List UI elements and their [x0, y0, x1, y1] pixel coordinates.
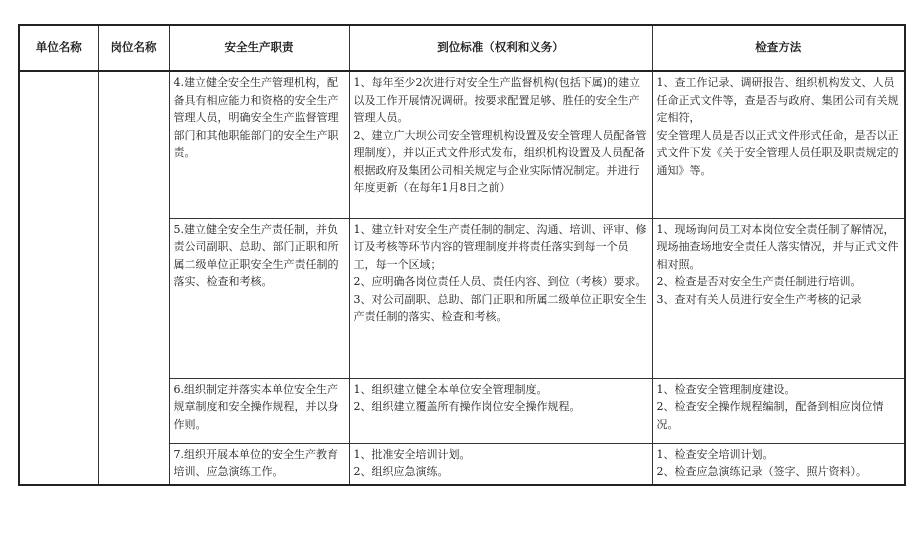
table-row: [19, 71, 905, 218]
standard-cell: 1、每年至少2次进行对安全生产监督机构(包括下属)的建立以及工作开展情况调研。按要求配置足够、胜任的安全生产管理人员。 2、建立广大坝公司安全管理机构设置及安全管理人员配备管理制度），并以正式文件形式发布，组织机构设置及人员配备根据政府及集团公司相关规定与企业实际情况制定。并进行年度更新（在每年1月8日之前）: [349, 71, 652, 218]
method-cell: 1、检查安全培训计划。 2、检查应急演练记录（签字、照片资料）。: [652, 443, 905, 485]
post-name-cell: [98, 71, 169, 485]
duty-cell: 6.组织制定并落实本单位安全生产规章制度和安全操作规程，并以身作则。: [169, 378, 349, 443]
responsibility-table: [18, 24, 906, 486]
header-inspection-method: 检查方法: [652, 25, 905, 71]
standard-cell: 1、组织建立健全本单位安全管理制度。 2、组织建立覆盖所有操作岗位安全操作规程。: [349, 378, 652, 443]
duty-cell: 7.组织开展本单位的安全生产教育培训、应急演练工作。: [169, 443, 349, 485]
unit-name-cell: [19, 71, 98, 485]
header-post-name: 岗位名称: [98, 25, 169, 71]
header-safety-duty: 安全生产职责: [169, 25, 349, 71]
header-standard: 到位标准（权利和义务）: [349, 25, 652, 71]
duty-cell: 4.建立健全安全生产管理机构，配备具有相应能力和资格的安全生产管理人员，明确安全生产监督管理部门和其他职能部门的安全生产职责。: [169, 71, 349, 218]
standard-cell: 1、批准安全培训计划。 2、组织应急演练。: [349, 443, 652, 485]
method-cell: 1、查工作记录、调研报告、组织机构发文、人员任命正式文件等，查是否与政府、集团公司有关规定相符， 安全管理人员是否以正式文件形式任命，是否以正式文件下发《关于安全管理人员任职及职责规定的通知》等。: [652, 71, 905, 218]
table-header-row: [19, 25, 905, 71]
method-cell: 1、现场询问员工对本岗位安全责任制了解情况，现场抽查场地安全责任人落实情况，并与正式文件相对照。 2、检查是否对安全生产责任制进行培训。 3、查对有关人员进行安全生产考核的记录: [652, 218, 905, 378]
duty-cell: 5.建立健全安全生产责任制，并负责公司副职、总助、部门正职和所属二级单位正职安全生产责任制的落实、检查和考核。: [169, 218, 349, 378]
method-cell: 1、检查安全管理制度建设。 2、检查安全操作规程编制，配备到相应岗位情况。: [652, 378, 905, 443]
header-unit-name: 单位名称: [19, 25, 98, 71]
standard-cell: 1、建立针对安全生产责任制的制定、沟通、培训、评审、修订及考核等环节内容的管理制度并将责任落实到每一个员工，每一个区域； 2、应明确各岗位责任人员、责任内容、到位（考核）要求。 3、对公司副职、总助、部门正职和所属二级单位正职安全生产责任制的落实、检查和考核。: [349, 218, 652, 378]
